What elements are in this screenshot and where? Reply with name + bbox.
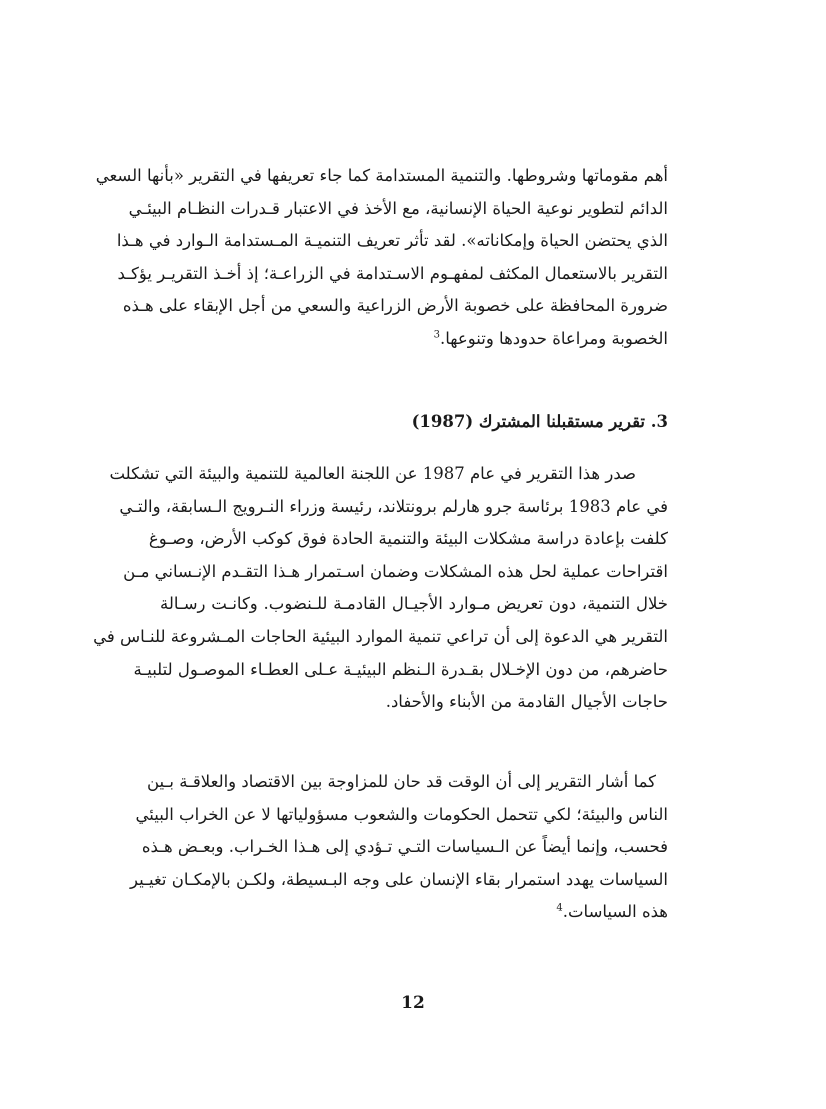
- paragraph-1: [95, 160, 668, 356]
- text-line-last: حاجات الأجيال القادمة من الأبناء والأحفاد.: [385, 692, 668, 712]
- text-line: الذي يحتضن الحياة وإمكاناته». لقد تأثر تعريف التنميـة المـستدامة الـوارد في هـذا: [116, 231, 668, 251]
- text-line-content: الخصوبة ومراعاة حدودها وتنوعها.: [440, 328, 668, 348]
- paragraph-2: [93, 458, 668, 719]
- text-line: في عام 1983 برئاسة جرو هارلم برونتلاند، رئيسة وزراء النـرويج الـسابقة، والتـي: [119, 496, 668, 516]
- text-line: خلال التنمية، دون تعريض مـوارد الأجيـال القادمـة للـنضوب. وكانـت رسـالة: [160, 594, 668, 614]
- footnote-marker-4[interactable]: 4: [556, 902, 563, 914]
- text-line-last: [160, 896, 668, 929]
- text-line: فحسب، وإنما أيضاً عن الـسياسات التـي تـؤدي إلى هـذا الخـراب. وبعـض هـذه: [141, 837, 668, 857]
- text-line: كما أشار التقرير إلى أن الوقت قد حان للمزاوجة بين الاقتصاد والعلاقـة بـين: [146, 772, 656, 791]
- text-line: السياسات يهدد استمرار بقاء الإنسان على وجه البـسيطة، ولكـن بالإمكـان تغيـير: [130, 869, 668, 889]
- text-line: صدر هذا التقرير في عام 1987 عن اللجنة العالمية للتنمية والبيئة التي تشكلت: [109, 464, 636, 483]
- paragraph-3: [130, 766, 668, 929]
- text-line: اقتراحات عملية لحل هذه المشكلات وضمان اسـتمرار هـذا التقـدم الإنـساني مـن: [123, 561, 668, 581]
- footnote-marker-3[interactable]: 3: [433, 329, 441, 341]
- text-line-content: هذه السياسات.: [562, 902, 668, 922]
- text-line: التقرير هي الدعوة إلى أن تراعي تنمية الموارد البيئية الحاجات المـشروعة للنـاس في: [93, 626, 668, 646]
- text-line: التقرير بالاستعمال المكثف لمفهـوم الاسـتدامة في الزراعـة؛ إذ أخـذ التقريـر يؤكـد: [117, 263, 668, 283]
- text-line-last: [160, 323, 668, 356]
- text-line: أهم مقوماتها وشروطها. والتنمية المستدامة كما جاء تعريفها في التقرير «بأنها السعي: [95, 166, 668, 185]
- text-line: ضرورة المحافظة على خصوبة الأرض الزراعية والسعي من أجل الإبقاء على هـذه: [122, 296, 668, 316]
- section-heading: 3. تقرير مستقبلنا المشترك (1987): [411, 412, 668, 431]
- text-line: الناس والبيئة؛ لكي تتحمل الحكومات والشعوب مسؤولياتها لا عن الخراب البيئي: [135, 804, 668, 824]
- text-line: الدائم لتطوير نوعية الحياة الإنسانية، مع الأخذ في الاعتبار قـدرات النظـام البيئـي: [128, 198, 668, 218]
- text-line: حاضرهم، من دون الإخـلال بقـدرة الـنظم البيئيـة عـلى العطـاء الموصـول لتلبيـة: [133, 659, 668, 679]
- text-line: كلفت بإعادة دراسة مشكلات البيئة والتنمية الحادة فوق كوكب الأرض، وصـوغ: [148, 529, 668, 549]
- page-number: 12: [401, 993, 425, 1013]
